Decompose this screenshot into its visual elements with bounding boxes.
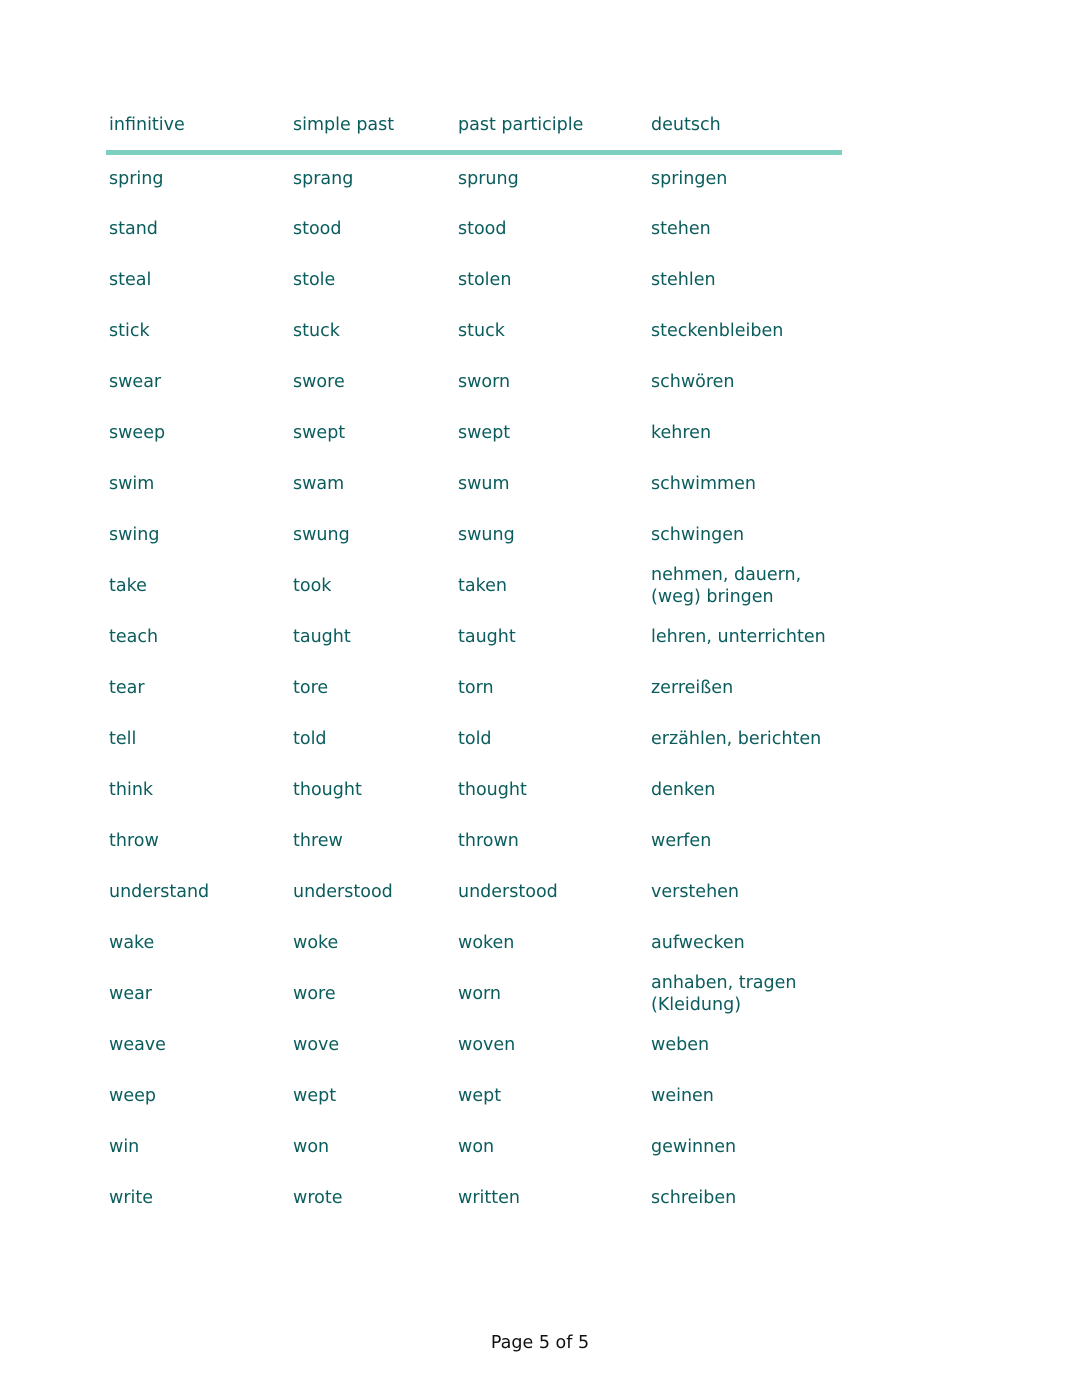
table-row (106, 153, 842, 204)
table-row (106, 866, 842, 917)
irregular-verbs-table (106, 100, 842, 1223)
table-row (106, 662, 842, 713)
cell-deutsch: aufwecken (651, 932, 745, 953)
cell-past-participle: wept (458, 1085, 502, 1106)
cell-past-participle: thought (458, 779, 527, 800)
cell-deutsch: stehlen (651, 269, 716, 290)
cell-simple-past: understood (293, 881, 393, 902)
cell-past-participle: told (458, 728, 492, 749)
cell-simple-past: wept (293, 1085, 337, 1106)
table-body (106, 153, 842, 1224)
cell-deutsch: stehen (651, 218, 711, 239)
table-row (106, 509, 842, 560)
cell-infinitive: think (109, 779, 154, 800)
cell-simple-past: tore (293, 677, 329, 698)
cell-simple-past: stood (293, 218, 342, 239)
table-row (106, 1070, 842, 1121)
table-row (106, 968, 842, 1019)
cell-infinitive: tear (109, 677, 145, 698)
header-deutsch: deutsch (648, 100, 842, 153)
cell-simple-past: swore (293, 371, 345, 392)
cell-deutsch: schwören (651, 371, 735, 392)
cell-simple-past: told (293, 728, 327, 749)
cell-infinitive: swear (109, 371, 162, 392)
cell-infinitive: wear (109, 983, 152, 1004)
cell-infinitive: steal (109, 269, 152, 290)
cell-deutsch: gewinnen (651, 1136, 737, 1157)
cell-infinitive: take (109, 575, 147, 596)
cell-deutsch: anhaben, tragen (Kleidung) (651, 972, 797, 1015)
cell-infinitive: teach (109, 626, 159, 647)
cell-past-participle: woven (458, 1034, 516, 1055)
cell-deutsch: zerreißen (651, 677, 734, 698)
cell-infinitive: sweep (109, 422, 166, 443)
cell-infinitive: understand (109, 881, 210, 902)
cell-simple-past: won (293, 1136, 330, 1157)
cell-past-participle: swept (458, 422, 511, 443)
cell-deutsch: schwimmen (651, 473, 756, 494)
cell-infinitive: write (109, 1187, 153, 1208)
cell-simple-past: threw (293, 830, 343, 851)
cell-infinitive: weep (109, 1085, 156, 1106)
cell-past-participle: taken (458, 575, 507, 596)
cell-deutsch: schwingen (651, 524, 745, 545)
cell-past-participle: written (458, 1187, 520, 1208)
cell-past-participle: taught (458, 626, 516, 647)
table-row (106, 305, 842, 356)
table-row (106, 560, 842, 611)
cell-past-participle: stuck (458, 320, 505, 341)
cell-deutsch: nehmen, dauern, (weg) bringen (651, 564, 802, 607)
header-infinitive: infinitive (106, 100, 290, 153)
cell-deutsch: weinen (651, 1085, 714, 1106)
cell-infinitive: weave (109, 1034, 166, 1055)
cell-simple-past: swam (293, 473, 345, 494)
cell-simple-past: stuck (293, 320, 340, 341)
table-row (106, 356, 842, 407)
cell-deutsch: lehren, unterrichten (651, 626, 826, 647)
table-row (106, 407, 842, 458)
header-row (106, 100, 842, 153)
cell-deutsch: kehren (651, 422, 712, 443)
cell-past-participle: woken (458, 932, 515, 953)
cell-simple-past: wrote (293, 1187, 343, 1208)
cell-past-participle: thrown (458, 830, 519, 851)
cell-simple-past: taught (293, 626, 351, 647)
table-row (106, 1121, 842, 1172)
table-row (106, 203, 842, 254)
cell-infinitive: spring (109, 169, 164, 189)
cell-past-participle: understood (458, 881, 558, 902)
cell-simple-past: thought (293, 779, 362, 800)
cell-deutsch: denken (651, 779, 716, 800)
table-row (106, 917, 842, 968)
page-number: Page 5 of 5 (490, 1333, 590, 1353)
cell-infinitive: swim (109, 473, 155, 494)
table-row (106, 611, 842, 662)
cell-simple-past: swung (293, 524, 350, 545)
table-row (106, 764, 842, 815)
cell-infinitive: throw (109, 830, 159, 851)
cell-past-participle: sprung (458, 169, 519, 189)
table-row (106, 254, 842, 305)
cell-infinitive: stand (109, 218, 158, 239)
header-simple-past: simple past (290, 100, 455, 153)
table-row (106, 1019, 842, 1070)
cell-deutsch: steckenbleiben (651, 320, 784, 341)
header-past-participle: past participle (455, 100, 648, 153)
cell-past-participle: sworn (458, 371, 511, 392)
cell-simple-past: stole (293, 269, 336, 290)
cell-infinitive: swing (109, 524, 160, 545)
cell-deutsch: schreiben (651, 1187, 737, 1208)
cell-simple-past: wove (293, 1034, 340, 1055)
cell-past-participle: swung (458, 524, 515, 545)
cell-past-participle: won (458, 1136, 495, 1157)
table-row (106, 713, 842, 764)
table-header (106, 100, 842, 153)
cell-past-participle: torn (458, 677, 494, 698)
cell-past-participle: worn (458, 983, 501, 1004)
cell-deutsch: erzählen, berichten (651, 728, 822, 749)
cell-past-participle: swum (458, 473, 510, 494)
cell-infinitive: win (109, 1136, 140, 1157)
cell-simple-past: swept (293, 422, 346, 443)
table-row (106, 815, 842, 866)
cell-simple-past: took (293, 575, 332, 596)
cell-deutsch: weben (651, 1034, 710, 1055)
table-row (106, 1172, 842, 1223)
cell-simple-past: wore (293, 983, 336, 1004)
cell-deutsch: verstehen (651, 881, 740, 902)
cell-deutsch: springen (651, 169, 728, 189)
cell-infinitive: wake (109, 932, 155, 953)
cell-past-participle: stolen (458, 269, 512, 290)
cell-simple-past: woke (293, 932, 339, 953)
cell-past-participle: stood (458, 218, 507, 239)
cell-simple-past: sprang (293, 169, 354, 189)
cell-infinitive: tell (109, 728, 137, 749)
table-row (106, 458, 842, 509)
cell-deutsch: werfen (651, 830, 712, 851)
cell-infinitive: stick (109, 320, 150, 341)
